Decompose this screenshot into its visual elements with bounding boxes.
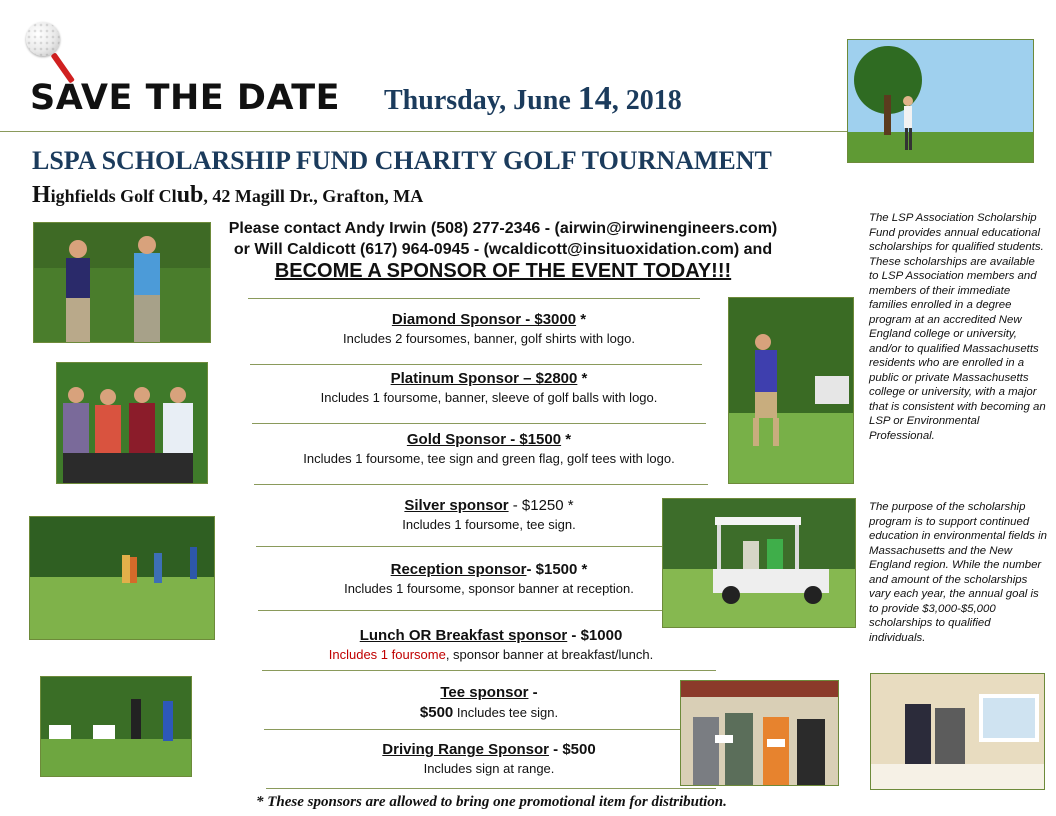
- sponsor-desc: Includes 1 foursome, sponsor banner at breakfast/lunch.: [328, 647, 654, 662]
- sponsor-reception: Reception sponsor- $1500 * Includes 1 foursome, sponsor banner at reception.: [254, 561, 724, 596]
- scholarship-description: The LSP Association Scholarship Fund provides annual educational scholarships for qualified students. These scholarships are available to LSP Association members and members of their immediate families enrolled in a degree program at an accredited New England college or university, and/or to qualified Massachusetts residents who are enrolled in a public or private Massachusetts college or university, with a major that is consistent with becoming an LSP or Environmental Professional.: [869, 212, 1046, 442]
- tier-divider: [262, 670, 716, 671]
- sponsor-lunch-breakfast: Lunch OR Breakfast sponsor - $1000 Includes 1 foursome, sponsor banner at breakfast/lunch.: [256, 627, 726, 662]
- tier-divider: [254, 484, 708, 485]
- tier-divider: [252, 423, 706, 424]
- sponsor-name: Gold Sponsor - $1500: [406, 431, 562, 448]
- event-date: Thursday, June 14, 2018: [384, 80, 682, 117]
- photo-foursome-group: [56, 362, 208, 484]
- become-sponsor-cta: BECOME A SPONSOR OF THE EVENT TODAY!!!: [274, 260, 732, 282]
- photo-golf-cart: [662, 498, 856, 628]
- sponsor-gold: Gold Sponsor - $1500 * Includes 1 foursome, tee sign and green flag, golf tees with logo.: [254, 431, 724, 466]
- save-the-date-heading: SAVE THE DATE: [30, 78, 341, 118]
- sponsor-name: Silver sponsor: [404, 497, 509, 514]
- photo-banquet-speaker: [870, 673, 1045, 790]
- tier-divider: [250, 364, 702, 365]
- photo-two-golfers: [33, 222, 211, 343]
- contact-line-1: Please contact Andy Irwin (508) 277-2346 - (airwin@irwinengineers.com): [228, 220, 778, 237]
- contact-line-2: or Will Caldicott (617) 964-0945 - (wcaldicott@insituoxidation.com) and: [233, 241, 773, 258]
- sponsor-name: Reception sponsor: [390, 561, 527, 578]
- sponsor-driving-range: Driving Range Sponsor - $500 Includes sign at range.: [254, 741, 724, 776]
- tier-divider: [264, 729, 716, 730]
- sponsor-name: Tee sponsor: [440, 684, 529, 701]
- sponsor-desc: Includes 1 foursome, sponsor banner at reception.: [344, 581, 634, 596]
- sponsor-platinum: Platinum Sponsor – $2800 * Includes 1 foursome, banner, sleeve of golf balls with logo.: [254, 370, 724, 405]
- tournament-title: LSPA SCHOLARSHIP FUND CHARITY GOLF TOURNAMENT: [32, 146, 772, 175]
- header-divider: [0, 131, 850, 132]
- photo-golfer-swing-top: [847, 39, 1034, 163]
- golf-ball-icon: [26, 22, 60, 56]
- sponsor-desc: Includes 1 foursome, tee sign.: [402, 517, 576, 532]
- sponsor-silver: Silver sponsor - $1250 * Includes 1 foursome, tee sign.: [254, 497, 724, 532]
- sponsor-desc: Includes 1 foursome, banner, sleeve of golf balls with logo.: [320, 390, 658, 405]
- photo-putting-green: [29, 516, 215, 640]
- tier-divider: [248, 298, 700, 299]
- tier-divider: [256, 546, 712, 547]
- sponsor-name: Diamond Sponsor - $3000: [391, 311, 577, 328]
- sponsor-desc: Includes 1 foursome, tee sign and green flag, golf tees with logo.: [303, 451, 675, 466]
- sponsor-footnote: * These sponsors are allowed to bring one promotional item for distribution.: [256, 794, 727, 810]
- photo-check-presentation: [680, 680, 839, 786]
- sponsor-desc: Includes 2 foursomes, banner, golf shirts with logo.: [343, 331, 635, 346]
- scholarship-purpose: The purpose of the scholarship program is to support continued education in environmental fields in Massachusetts and the New England region. While the number and amount of the scholarships vary each year, the annual goal is to provide $3,000-$5,000 scholarships to qualified individuals.: [869, 501, 1047, 644]
- sponsor-desc: $500 Includes tee sign.: [419, 704, 559, 721]
- sponsor-tee: Tee sponsor - $500 Includes tee sign.: [254, 684, 724, 721]
- sponsor-diamond: Diamond Sponsor - $3000 * Includes 2 foursomes, banner, golf shirts with logo.: [254, 311, 724, 346]
- photo-tee-signs: [40, 676, 192, 777]
- venue-address: Highfields Golf Club, 42 Magill Dr., Grafton, MA: [32, 182, 424, 208]
- photo-golfer-drive: [728, 297, 854, 484]
- sponsor-name: Lunch OR Breakfast sponsor: [359, 627, 568, 644]
- tier-divider: [266, 788, 716, 789]
- sponsor-name: Driving Range Sponsor: [382, 741, 549, 758]
- sponsor-desc: Includes sign at range.: [423, 761, 555, 776]
- tier-divider: [258, 610, 714, 611]
- sponsor-name: Platinum Sponsor – $2800: [390, 370, 578, 387]
